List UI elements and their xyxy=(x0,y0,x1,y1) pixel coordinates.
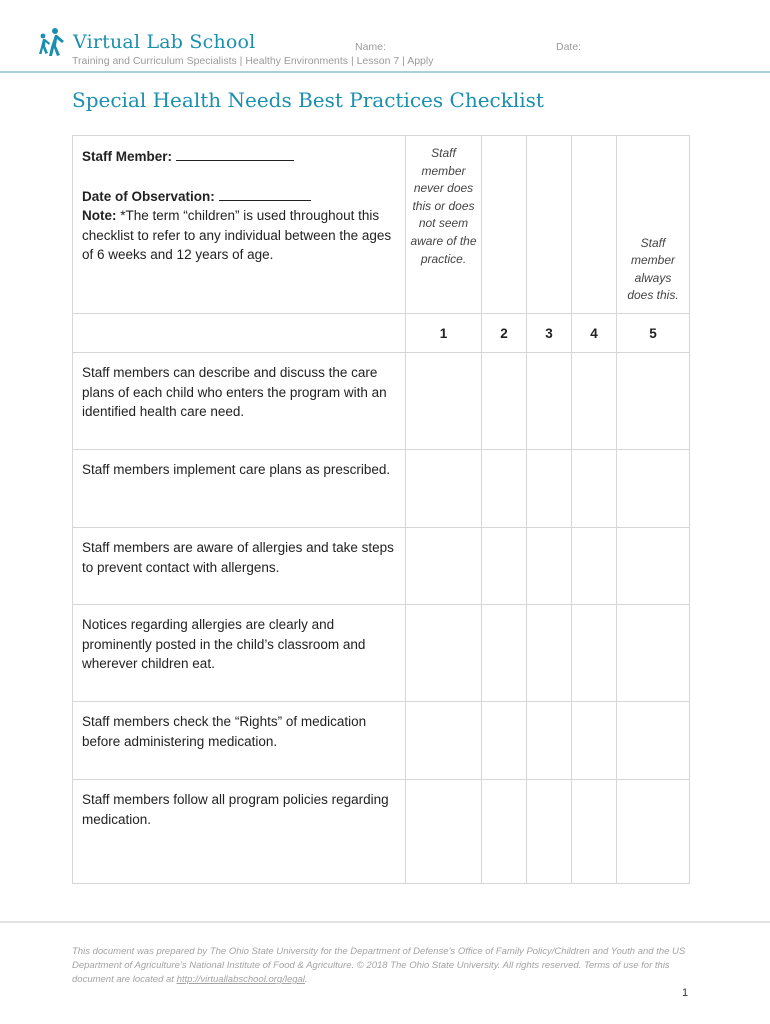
rating-cell-4[interactable] xyxy=(572,780,617,884)
rating-cell-4[interactable] xyxy=(572,702,617,780)
practice-description: Staff members check the “Rights” of medication before administering medication. xyxy=(73,702,406,780)
date-of-observation-blank[interactable] xyxy=(219,186,311,201)
scale-empty-cell xyxy=(527,136,572,314)
name-label: Name: xyxy=(355,41,386,53)
rating-cell-1[interactable] xyxy=(406,353,482,450)
footer-divider xyxy=(0,921,770,923)
scale-high-description: Staff member always does this. xyxy=(617,136,690,314)
rating-cell-5[interactable] xyxy=(617,605,690,702)
staff-member-blank[interactable] xyxy=(176,146,294,161)
rating-cell-1[interactable] xyxy=(406,450,482,528)
date-label: Date: xyxy=(556,41,582,53)
rating-cell-3[interactable] xyxy=(527,780,572,884)
scale-empty-cell xyxy=(482,136,527,314)
footer-note-text: This document was prepared by The Ohio State University for the Department of Defense’s Office of Family Policy/Children and Youth and the US Department of Agriculture’s National Institute of Food & Agriculture. © 2018 The Ohio State University. All rights reserved. Terms of use for this document are located at xyxy=(72,946,686,985)
legal-link[interactable]: http://virtuallabschool.org/legal xyxy=(176,974,305,985)
rating-cell-3[interactable] xyxy=(527,605,572,702)
checklist-row xyxy=(73,450,690,528)
rating-cell-4[interactable] xyxy=(572,353,617,450)
page-number: 1 xyxy=(682,987,689,999)
practice-description: Notices regarding allergies are clearly and prominently posted in the child’s classroom and wherever children eat. xyxy=(73,605,406,702)
rating-cell-2[interactable] xyxy=(482,450,527,528)
rating-cell-5[interactable] xyxy=(617,702,690,780)
rating-number: 4 xyxy=(572,314,617,353)
rating-number-row xyxy=(73,314,690,353)
rating-cell-2[interactable] xyxy=(482,780,527,884)
rating-cell-5[interactable] xyxy=(617,780,690,884)
note-text: *The term “children” is used throughout this checklist to refer to any individual between the ages of 6 weeks and 12 years of age. xyxy=(82,208,392,262)
checklist-row xyxy=(73,702,690,780)
page-title: Special Health Needs Best Practices Checklist xyxy=(72,88,544,112)
practice-description: Staff members can describe and discuss the care plans of each child who enters the program with an identified health care need. xyxy=(73,353,406,450)
header-divider xyxy=(0,71,770,73)
header-row xyxy=(73,136,690,314)
empty-label-cell xyxy=(73,314,406,353)
rating-cell-1[interactable] xyxy=(406,702,482,780)
rating-cell-1[interactable] xyxy=(406,605,482,702)
rating-cell-2[interactable] xyxy=(482,353,527,450)
practice-description: Staff members are aware of allergies and take steps to prevent contact with allergens. xyxy=(73,528,406,605)
rating-cell-4[interactable] xyxy=(572,450,617,528)
rating-cell-1[interactable] xyxy=(406,528,482,605)
footer-note-end: . xyxy=(304,974,308,985)
rating-cell-2[interactable] xyxy=(482,528,527,605)
logo-text: Virtual Lab School xyxy=(73,30,256,53)
rating-cell-3[interactable] xyxy=(527,353,572,450)
people-icon xyxy=(38,27,68,57)
footer-note xyxy=(72,945,692,987)
staff-member-label: Staff Member: xyxy=(82,149,173,164)
rating-cell-4[interactable] xyxy=(572,605,617,702)
scale-empty-cell xyxy=(572,136,617,314)
rating-cell-5[interactable] xyxy=(617,353,690,450)
rating-cell-5[interactable] xyxy=(617,528,690,605)
practice-description: Staff members follow all program policies regarding medication. xyxy=(73,780,406,884)
checklist-row xyxy=(73,605,690,702)
rating-cell-3[interactable] xyxy=(527,450,572,528)
checklist-row xyxy=(73,528,690,605)
observation-info-cell xyxy=(73,136,406,314)
date-of-observation-label: Date of Observation: xyxy=(82,188,215,204)
rating-cell-3[interactable] xyxy=(527,702,572,780)
rating-cell-5[interactable] xyxy=(617,450,690,528)
rating-cell-2[interactable] xyxy=(482,605,527,702)
rating-cell-1[interactable] xyxy=(406,780,482,884)
page-header xyxy=(0,0,770,74)
rating-cell-4[interactable] xyxy=(572,528,617,605)
rating-number: 2 xyxy=(482,314,527,353)
breadcrumb: Training and Curriculum Specialists | Healthy Environments | Lesson 7 | Apply xyxy=(72,55,434,67)
rating-number: 1 xyxy=(406,314,482,353)
rating-cell-2[interactable] xyxy=(482,702,527,780)
scale-low-description: Staff member never does this or does not seem aware of the practice. xyxy=(406,136,482,314)
logo xyxy=(38,26,255,58)
checklist-row xyxy=(73,780,690,884)
checklist-row xyxy=(73,353,690,450)
rating-cell-3[interactable] xyxy=(527,528,572,605)
rating-number: 5 xyxy=(617,314,690,353)
note-label: Note: xyxy=(82,208,117,223)
rating-number: 3 xyxy=(527,314,572,353)
practice-description: Staff members implement care plans as prescribed. xyxy=(73,450,406,528)
checklist-table xyxy=(72,135,690,884)
